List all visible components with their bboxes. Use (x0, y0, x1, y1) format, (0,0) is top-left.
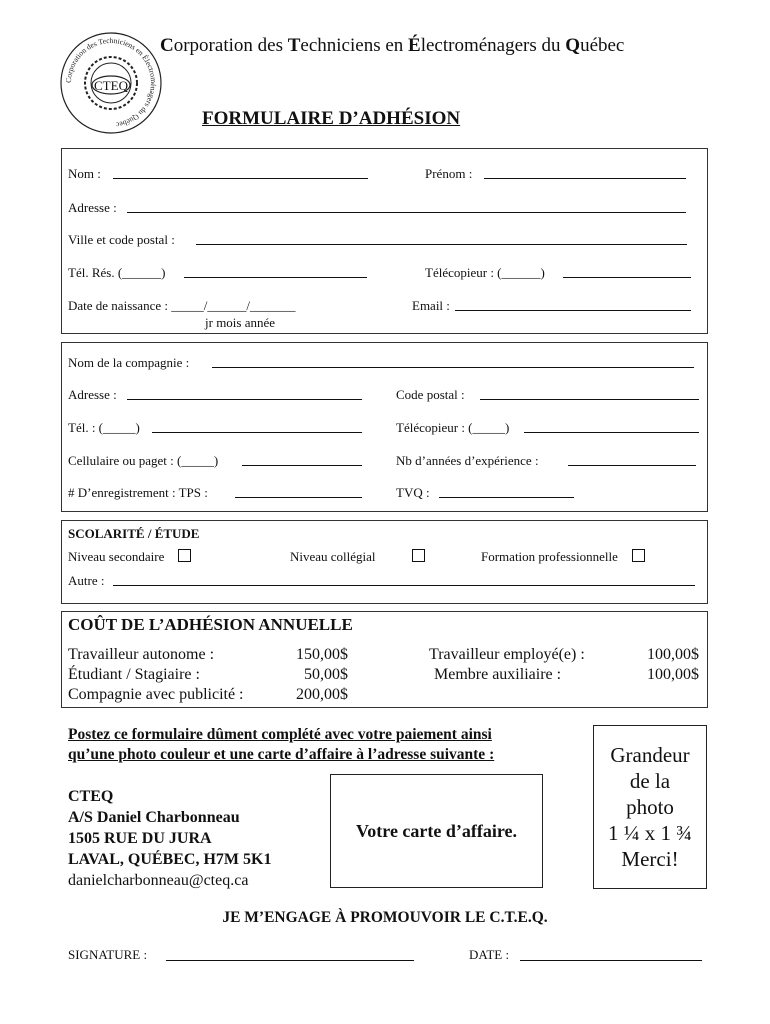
tvq-label: TVQ : (396, 485, 430, 500)
company-telecopieur-label: Télécopieur : (_____) (396, 420, 510, 435)
telecopieur-label: Télécopieur : (______) (425, 265, 545, 280)
title-initial: Q (565, 35, 581, 56)
photo-text: Grandeur (610, 743, 690, 767)
education-heading: SCOLARITÉ / ÉTUDE (68, 526, 200, 541)
collegial-option[interactable] (290, 549, 425, 565)
ville-field[interactable] (196, 244, 687, 245)
mailing-instruction-line: qu’une photo couleur et une carte d’affaire à l’adresse suivante : (68, 746, 495, 763)
cost-row-price: 50,00$ (304, 666, 348, 683)
annees-field[interactable] (568, 465, 696, 466)
company-adresse-label: Adresse : (68, 387, 117, 402)
mailing-instruction-line: Postez ce formulaire dûment complété avec votre paiement ainsi (68, 726, 492, 743)
collegial-checkbox[interactable] (412, 549, 425, 562)
address-org: CTEQ (68, 788, 114, 805)
compagnie-field[interactable] (212, 367, 694, 368)
cost-row-price: 150,00$ (296, 646, 348, 663)
address-attn: A/S Daniel Charbonneau (68, 809, 240, 826)
signature-label: SIGNATURE : (68, 947, 148, 962)
photo-text: 1 ¼ x 1 ¾ (608, 821, 692, 845)
cost-row-label: Compagnie avec publicité : (68, 686, 244, 703)
mailing-instructions (68, 725, 494, 765)
autre-label: Autre : (68, 573, 105, 588)
secondaire-checkbox[interactable] (178, 549, 191, 562)
cost-heading: COÛT DE L’ADHÉSION ANNUELLE (68, 615, 353, 634)
address-city: LAVAL, QUÉBEC, H7M 5K1 (68, 851, 272, 868)
cost-row-price: 100,00$ (647, 646, 699, 663)
promise-statement: JE M’ENGAGE À PROMOUVOIR LE C.T.E.Q. (222, 909, 548, 926)
cost-row-label: Travailleur autonome : (68, 646, 215, 663)
photo-text: de la (629, 769, 671, 793)
title-word: orporation des (173, 35, 288, 56)
collegial-label: Niveau collégial (290, 549, 376, 564)
business-card-label: Votre carte d’affaire. (355, 820, 518, 841)
photo-text: photo (626, 795, 674, 819)
form-title: FORMULAIRE D’ADHÉSION (202, 108, 461, 129)
professionnelle-label: Formation professionnelle (481, 549, 618, 564)
adresse-label: Adresse : (68, 200, 117, 215)
title-word: echniciens en (300, 35, 409, 56)
address-email[interactable]: danielcharbonneau@cteq.ca (68, 872, 249, 889)
date-field[interactable] (520, 960, 702, 961)
signature-field[interactable] (166, 960, 414, 961)
annees-label: Nb d’années d’expérience : (396, 453, 539, 468)
address-street: 1505 RUE DU JURA (68, 830, 212, 847)
cost-row-price: 100,00$ (647, 666, 699, 683)
prenom-field[interactable] (484, 178, 686, 179)
email-field[interactable] (455, 310, 691, 311)
telecopieur-field[interactable] (563, 277, 691, 278)
tel-res-label: Tél. Rés. (______) (68, 265, 166, 280)
email-label: Email : (412, 298, 450, 313)
company-adresse-field[interactable] (127, 399, 362, 400)
secondaire-label: Niveau secondaire (68, 549, 165, 564)
code-postal-label: Code postal : (396, 387, 465, 402)
secondaire-option[interactable] (68, 549, 191, 565)
autre-field[interactable] (113, 585, 695, 586)
nom-label: Nom : (68, 166, 101, 181)
cost-row-label: Travailleur employé(e) : (429, 646, 585, 663)
cellulaire-label: Cellulaire ou paget : (_____) (68, 453, 219, 468)
company-telecopieur-field[interactable] (524, 432, 699, 433)
cost-row-label: Membre auxiliaire : (434, 666, 562, 683)
date-label: DATE : (469, 947, 510, 962)
company-tel-field[interactable] (152, 432, 362, 433)
title-initial: T (287, 35, 301, 56)
tps-label: # D’enregistrement : TPS : (68, 485, 208, 500)
company-tel-label: Tél. : (_____) (68, 420, 140, 435)
tps-field[interactable] (235, 497, 362, 498)
compagnie-label: Nom de la compagnie : (68, 355, 190, 370)
cost-row-price: 200,00$ (296, 686, 348, 703)
logo-ring-text: Corporation des Techniciens en Électroménagers du Québec (63, 35, 159, 130)
code-postal-field[interactable] (480, 399, 699, 400)
ville-label: Ville et code postal : (68, 232, 175, 247)
professionnelle-checkbox[interactable] (632, 549, 645, 562)
logo-center-text: CTEQ (94, 78, 128, 93)
title-initial: C (160, 35, 174, 56)
business-card-box (330, 774, 543, 888)
cteq-logo (58, 30, 164, 136)
title-initial: É (408, 35, 421, 56)
photo-box (593, 725, 707, 889)
adresse-field[interactable] (127, 212, 686, 213)
naissance-label[interactable]: Date de naissance : _____/______/_______ (68, 298, 296, 313)
naissance-sublabel: jr mois année (205, 315, 276, 330)
cellulaire-field[interactable] (242, 465, 362, 466)
cost-row-label: Étudiant / Stagiaire : (68, 666, 200, 683)
prenom-label: Prénom : (425, 166, 473, 181)
title-word: lectroménagers du (420, 35, 566, 56)
tel-res-field[interactable] (184, 277, 367, 278)
tvq-field[interactable] (439, 497, 574, 498)
professionnelle-option[interactable] (481, 549, 645, 565)
photo-text: Merci! (621, 847, 679, 871)
title-word: uébec (580, 35, 625, 56)
nom-field[interactable] (113, 178, 368, 179)
organization-title (160, 35, 624, 57)
mailing-address (68, 786, 271, 891)
